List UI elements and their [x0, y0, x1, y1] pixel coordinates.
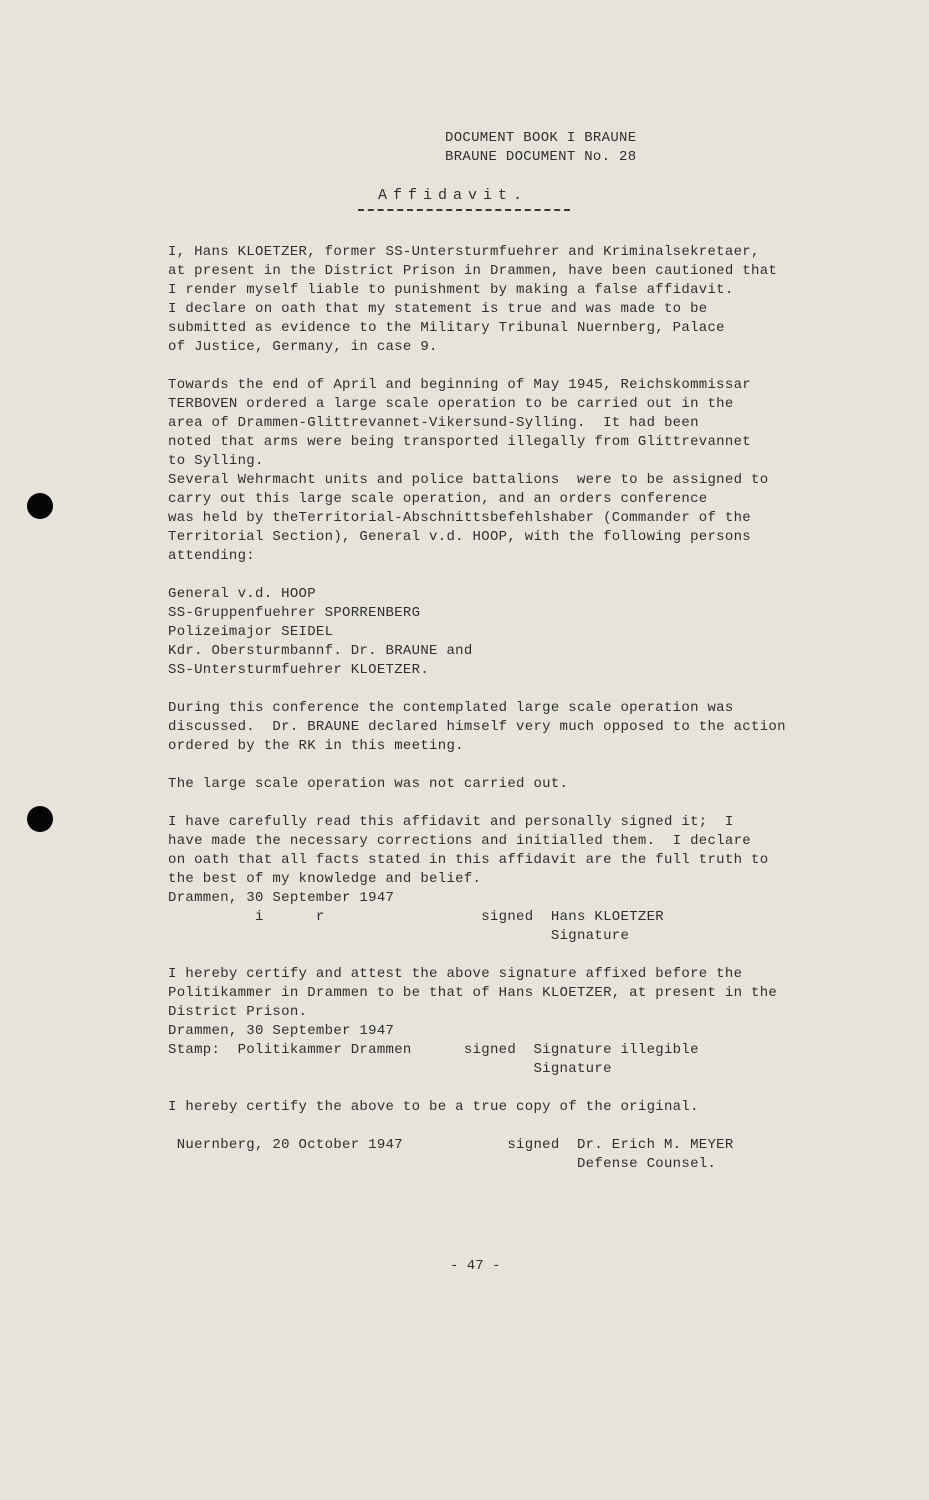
body-line: Stamp: Politikammer Drammen signed Signature illegible: [168, 1042, 699, 1058]
body-line: Defense Counsel.: [168, 1156, 717, 1172]
punch-hole-bottom: [27, 806, 53, 832]
body-line: to Sylling.: [168, 453, 264, 469]
body-line: Polizeimajor SEIDEL: [168, 624, 334, 640]
title-underline: [358, 209, 570, 211]
body-line: Several Wehrmacht units and police battalions were to be assigned to: [168, 472, 769, 488]
body-line: Signature: [168, 928, 630, 944]
body-line: Territorial Section), General v.d. HOOP, with the following persons: [168, 529, 751, 545]
body-line: District Prison.: [168, 1004, 308, 1020]
body-line: Drammen, 30 September 1947: [168, 890, 395, 906]
body-line: at present in the District Prison in Drammen, have been cautioned that: [168, 263, 778, 279]
body-line: Towards the end of April and beginning of May 1945, Reichskommissar: [168, 377, 751, 393]
body-line: Drammen, 30 September 1947: [168, 1023, 395, 1039]
header-line-1: DOCUMENT BOOK I BRAUNE: [445, 130, 637, 146]
header-line-2: BRAUNE DOCUMENT No. 28: [445, 149, 637, 165]
body-line: I have carefully read this affidavit and personally signed it; I: [168, 814, 734, 830]
body-line: attending:: [168, 548, 256, 564]
page-number: - 47 -: [450, 1258, 501, 1274]
body-line: was held by theTerritorial-Abschnittsbefehlshaber (Commander of the: [168, 510, 751, 526]
body-line: Nuernberg, 20 October 1947 signed Dr. Erich M. MEYER: [168, 1137, 734, 1153]
body-line: ordered by the RK in this meeting.: [168, 738, 464, 754]
body-line: submitted as evidence to the Military Tribunal Nuernberg, Palace: [168, 320, 725, 336]
body-line: During this conference the contemplated large scale operation was: [168, 700, 734, 716]
body-line: TERBOVEN ordered a large scale operation to be carried out in the: [168, 396, 734, 412]
body-line: I hereby certify and attest the above signature affixed before the: [168, 966, 743, 982]
body-line: I hereby certify the above to be a true copy of the original.: [168, 1099, 699, 1115]
body-line: Kdr. Obersturmbannf. Dr. BRAUNE and: [168, 643, 473, 659]
punch-hole-top: [27, 493, 53, 519]
body-line: I, Hans KLOETZER, former SS-Untersturmfuehrer and Kriminalsekretaer,: [168, 244, 760, 260]
body-line: of Justice, Germany, in case 9.: [168, 339, 438, 355]
body-line: on oath that all facts stated in this affidavit are the full truth to: [168, 852, 769, 868]
body-line: General v.d. HOOP: [168, 586, 316, 602]
body-line: noted that arms were being transported illegally from Glittrevannet: [168, 434, 751, 450]
body-line: Politikammer in Drammen to be that of Hans KLOETZER, at present in the: [168, 985, 778, 1001]
body-line: I render myself liable to punishment by making a false affidavit.: [168, 282, 734, 298]
body-line: the best of my knowledge and belief.: [168, 871, 482, 887]
body-line: SS-Gruppenfuehrer SPORRENBERG: [168, 605, 421, 621]
body-line: area of Drammen-Glittrevannet-Vikersund-Sylling. It had been: [168, 415, 699, 431]
body-line: SS-Untersturmfuehrer KLOETZER.: [168, 662, 430, 678]
body-line: discussed. Dr. BRAUNE declared himself very much opposed to the action: [168, 719, 786, 735]
body-line: Signature: [168, 1061, 612, 1077]
body-line: I declare on oath that my statement is true and was made to be: [168, 301, 708, 317]
body-line: have made the necessary corrections and initialled them. I declare: [168, 833, 751, 849]
body-line: carry out this large scale operation, and an orders conference: [168, 491, 708, 507]
document-title: Affidavit.: [378, 187, 529, 204]
body-line: i r signed Hans KLOETZER: [168, 909, 664, 925]
body-line: The large scale operation was not carried out.: [168, 776, 569, 792]
